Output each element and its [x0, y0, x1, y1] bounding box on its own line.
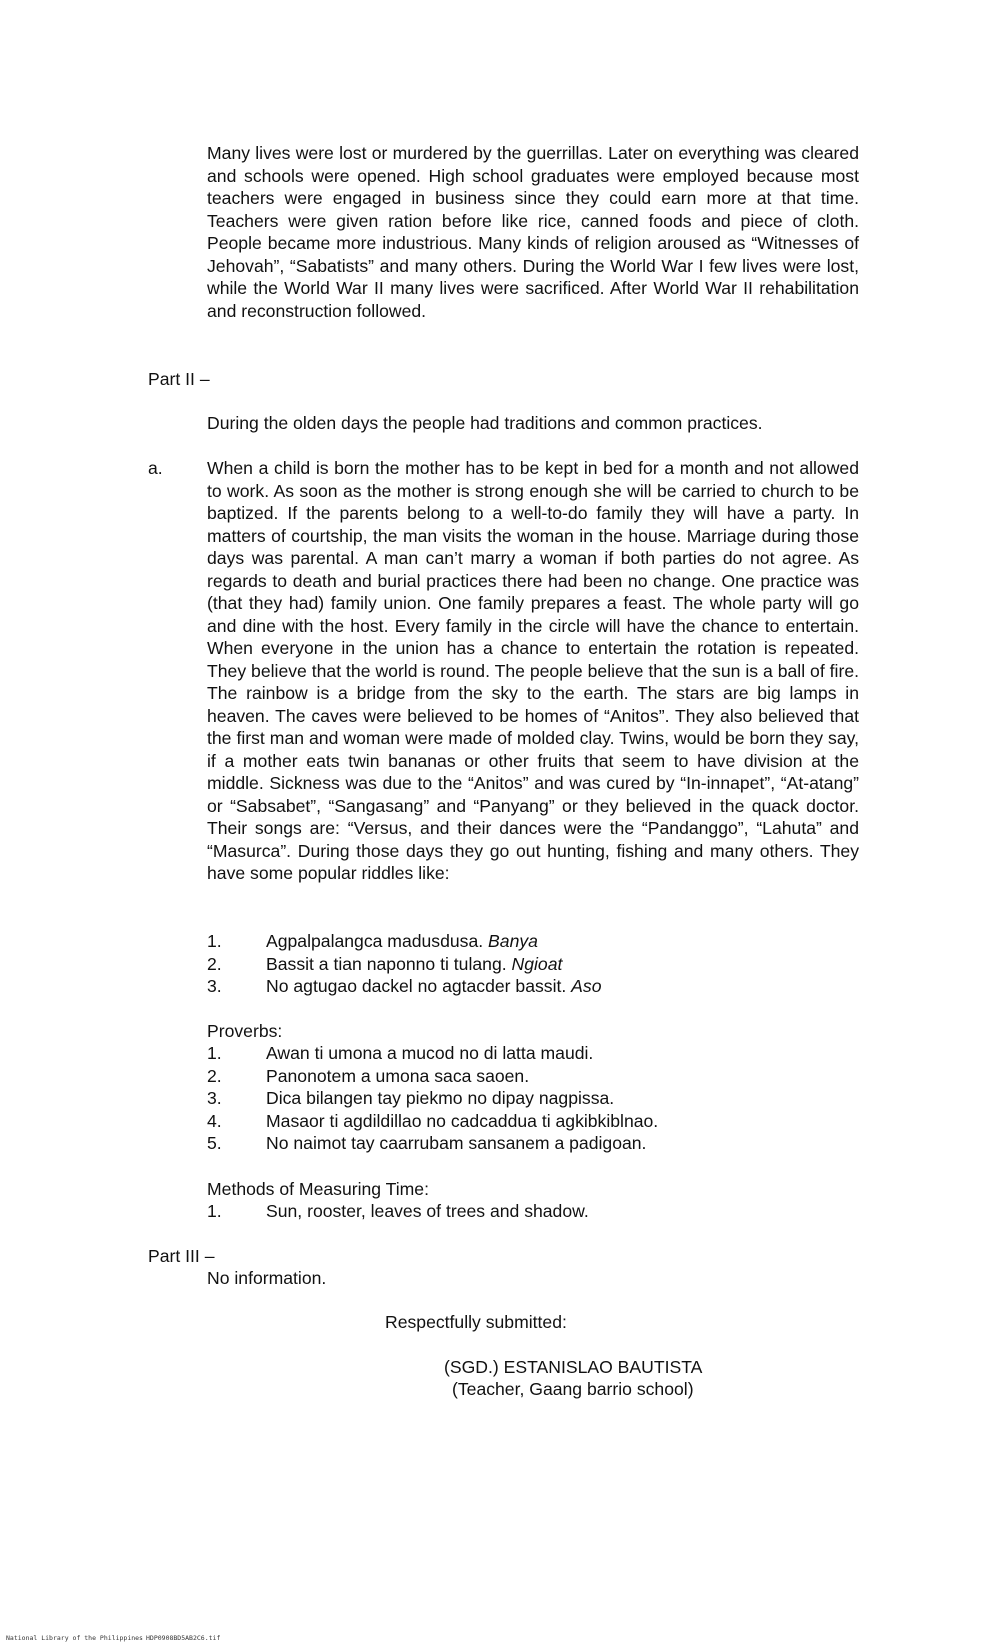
proverb-number: 1.: [207, 1043, 222, 1063]
part-2-heading: Part II –: [148, 369, 210, 389]
part-3-text: No information.: [207, 1268, 327, 1288]
riddle-answer: Banya: [488, 931, 538, 951]
proverb-item: [207, 1065, 859, 1088]
proverb-text: Masaor ti agdildillao no cadcaddua ti agkibkiblnao.: [266, 1110, 659, 1131]
riddle-item: [207, 930, 859, 953]
riddle-answer: Ngioat: [511, 953, 563, 974]
riddle-number: 3.: [207, 976, 222, 996]
signatory-name: (SGD.) ESTANISLAO BAUTISTA: [444, 1357, 703, 1377]
riddle-item: [207, 953, 859, 976]
riddle-text: Bassit a tian naponno ti tulang.: [266, 953, 507, 974]
proverb-number: 2.: [207, 1065, 222, 1086]
item-a-paragraph: When a child is born the mother has to be kept in bed for a month and not allowed to work. As soon as the mother is strong enough she will be carried to church to be baptized. If the parents belong to a well-to-do family they will have a party. In matters of courtship, the man visits the woman in the house. Marriage during those days was parental. A man can’t marry a woman if both parties do not agree. As regards to death and burial practices there had been no change. One practice was (that they had) family union. One family prepares a feast. The whole party will go and dine with the host. Every family in the circle will have the chance to entertain. When everyone in the union has a chance to entertain the rotation is repeated. They believe that the world is round. The people believe that the sun is a ball of fire. The rainbow is a bridge from the sky to the earth. The stars are big lamps in heaven. The caves were believed to be homes of “Anitos”. They also believed that the first man and woman were made of molded clay. Twins, would be born they say, if a mother eats twin bananas or other fruits that seem to have division at the middle. Sickness was due to the “Anitos” and was cured by “In-innapet”, “At-atang” or “Sabsabet”, “Sangasang” and “Panyang” or they believed in the quack doctor. Their songs are: “Versus, and their dances were the “Pandanggo”, “Lahuta” and “Masurca”. During those days they go out hunting, fishing and many others. They have some popular riddles like:: [207, 458, 859, 883]
riddle-answer: Aso: [571, 976, 602, 996]
time-method-number: 1.: [207, 1201, 222, 1221]
proverbs-list: [207, 1042, 859, 1155]
proverb-item: [207, 1132, 859, 1155]
part-3-heading: Part III –: [148, 1246, 215, 1266]
riddle-text: No agtugao dackel no agtacder bassit.: [266, 976, 567, 996]
proverb-text: Panonotem a umona saca saoen.: [266, 1065, 530, 1086]
proverb-text: No naimot tay caarrubam sansanem a padigoan.: [266, 1133, 647, 1153]
intro-paragraph: Many lives were lost or murdered by the guerrillas. Later on everything was cleared and schools were opened. High school graduates were employed because most teachers were engaged in business since they could earn more at that time. Teachers were given ration before like rice, canned foods and piece of cloth. People became more industrious. Many kinds of religion aroused as “Witnesses of Jehovah”, “Sabatists” and many others. During the World War I few lives were lost, while the World War II many lives were sacrificed. After World War II rehabilitation and reconstruction followed.: [207, 143, 859, 321]
proverb-number: 3.: [207, 1088, 222, 1108]
proverb-item: [207, 1110, 859, 1133]
riddles-list: [207, 930, 859, 998]
time-method-item: [207, 1200, 859, 1223]
time-methods-list: [207, 1200, 859, 1223]
time-heading: Methods of Measuring Time:: [207, 1179, 429, 1199]
footer-file-id: HDP0908BD5AB2C6.tif: [146, 1634, 221, 1642]
riddle-text: Agpalpalangca madusdusa.: [266, 931, 484, 951]
proverb-item: [207, 1042, 859, 1065]
item-a-marker: a.: [148, 458, 163, 478]
proverb-number: 5.: [207, 1133, 222, 1153]
proverb-number: 4.: [207, 1110, 222, 1131]
part-2-intro: During the olden days the people had traditions and common practices.: [207, 413, 763, 433]
time-method-text: Sun, rooster, leaves of trees and shadow.: [266, 1201, 589, 1221]
proverb-text: Dica bilangen tay piekmo no dipay nagpissa.: [266, 1088, 615, 1108]
proverb-text: Awan ti umona a mucod no di latta maudi.: [266, 1043, 594, 1063]
signatory-role: (Teacher, Gaang barrio school): [452, 1379, 694, 1399]
proverb-item: [207, 1087, 859, 1110]
riddle-number: 2.: [207, 953, 222, 974]
riddle-item: [207, 975, 859, 998]
proverbs-heading: Proverbs:: [207, 1021, 283, 1041]
respectfully-submitted: Respectfully submitted:: [385, 1312, 567, 1332]
riddle-number: 1.: [207, 931, 222, 951]
footer-library-name: National Library of the Philippines: [6, 1634, 143, 1642]
